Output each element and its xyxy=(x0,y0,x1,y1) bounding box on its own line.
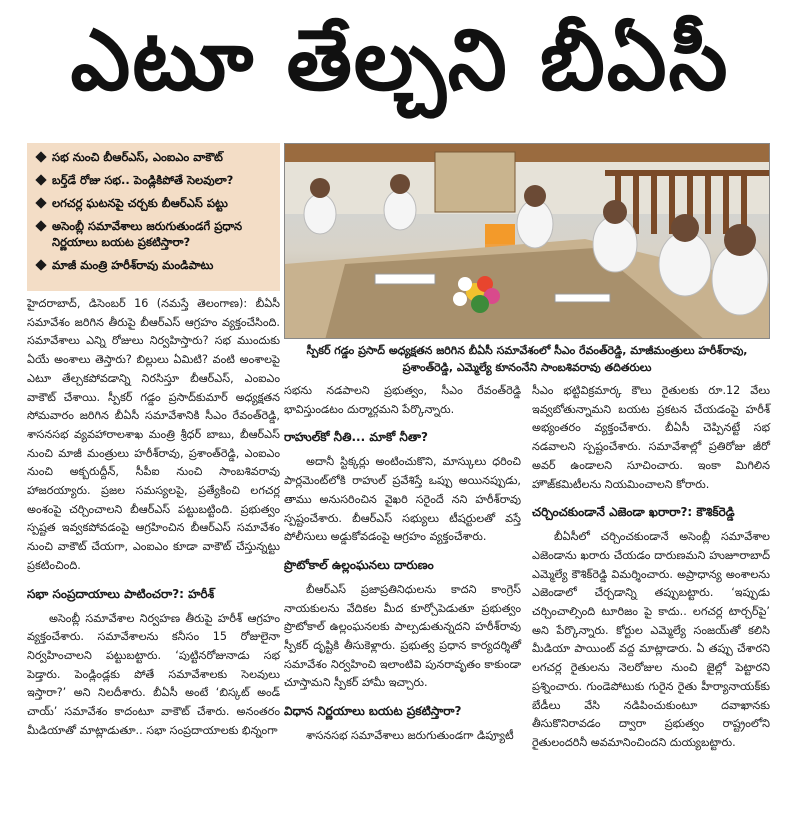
section-subheading: రాహుల్‌కో నీతి... మాకో నీతా? xyxy=(284,430,428,445)
highlights-box xyxy=(27,143,280,291)
highlight-item xyxy=(37,172,274,188)
highlight-text: మాజీ మంత్రి హరీశ్‌రావు మండిపాటు xyxy=(52,258,214,272)
bullet-icon xyxy=(35,151,46,162)
section-subheading: సభా సంప్రదాయాలు పాటించరా?: హరీశ్ xyxy=(27,586,215,601)
article-paragraph: సీఎం భట్టివిక్రమార్క కౌలు రైతులకు రూ.12 వేలు ఇవ్వబోతున్నామని బయట ప్రకటన చేయడంపై హరీశ్ అభ్యంతరం వ్యక్తంచేశారు. బీఏసీ చెప్పినట్టే సభ నడవాలని స్పష్టంచేశారు. సమావేశాల్లో ప్రతిరోజు జీరో అవర్ ఉండాలని సూచించారు. ఇంకా మిగిలిన హౌజ్‌కమిటీలను నియమించాలని కోరారు. xyxy=(532,384,770,491)
meeting-photo xyxy=(284,143,770,339)
bullet-icon xyxy=(35,197,46,208)
highlight-text: అసెంబ్లీ సమావేశాలు జరుగుతుండగే ప్రధాన నిర్ణయాలు బయట ప్రకటిస్తారా? xyxy=(52,219,243,249)
highlight-text: సభ నుంచి బీఆర్‌ఎస్, ఎంఐఎం వాకౌట్ xyxy=(52,150,223,164)
highlight-item xyxy=(37,218,274,250)
headline: ఎటూ తేల్చని బీఏసీ xyxy=(70,10,730,109)
highlight-text: లగచర్ల ఘటనపై చర్చకు బీఆర్‌ఎస్ పట్టు xyxy=(52,196,228,210)
article-paragraph: బీఏసీలో చర్చించకుండానే అసెంబ్లీ సమావేశాల ఎజెండాను ఖరారు చేయడం దారుణమని హుజూరాబాద్ ఎమ్మెల్యే కౌశిక్‌రెడ్డి విమర్శించారు. అప్రాధాన్య అంశాలను ఎజెండాలో చేర్చడాన్ని తప్పుబట్టారు. ‘ఇప్పుడు చర్చించాల్సింది టూరిజం పై కాదు.. లగచర్ల టార్చర్‌పై’ అని పేర్కొన్నారు. కోర్టుల ఎమ్మెల్యే సంజయ్‌తో కలిసి మీడియా పాయింట్ వద్ద మాట్లాడారు. ఏ తప్పు చేశారని లగచర్ల రైతులను నెలరోజుల నుంచి జైల్లో పెట్టారని ప్రశ్నించారు. గుండెపోటుకు గురైన రైతు హీర్యానాయక్‌కు బేడీలు వేసి నడిపించుకుంటూ దవాఖానకు తీసుకొనిరావడం ద్వారా ప్రభుత్వం రాష్ట్రంలోని రైతులందరినీ అవమానించిందని దుయ్యబట్టారు. xyxy=(532,530,770,749)
bullet-icon xyxy=(35,220,46,231)
article-paragraph: బీఆర్‌ఎస్ ప్రజాప్రతినిధులను కాదని కాంగ్రెస్ నాయకులను వేదికల మీద కూర్చోపెడుతూ ప్రభుత్వం ప్రొటోకాల్ ఉల్లంఘనలకు పాల్పడుతున్నదని హరీశ్‌రావు స్పీకర్ దృష్టికి తీసుకెళ్లారు. ప్రభుత్వ ప్రధాన కార్యదర్శితో సమావేశం నిర్వహించి ఇలాంటివి పునరావృతం కాకుండా చూస్తామని స్పీకర్ హామీ ఇచ్చారు. xyxy=(284,582,521,690)
article-column-1 xyxy=(27,295,280,740)
highlight-item xyxy=(37,149,274,165)
highlight-item xyxy=(37,257,274,273)
bullet-icon xyxy=(35,259,46,270)
article-lead-paragraph: హైదరాబాద్, డిసెంబర్ 16 (నమస్తే తెలంగాణ): బీఏసీ సమావేశం జరిగిన తీరుపై బీఆర్‌ఎస్ ఆగ్రహం వ్యక్తంచేసింది. సమావేశాలు ఎన్ని రోజులు నిర్వహిస్తారు? సభ ముందుకు ఏయే అంశాలు తెస్తారు? బిల్లులు ఏమిటి? వంటి అంశాలపై ఎటూ తేల్చకపోవడాన్ని నిరసిస్తూ బీఆర్‌ఎస్, ఎంఐఎం వాకౌట్ చేశాయి. స్పీకర్ గడ్డం ప్రసాద్‌కుమార్ అధ్యక్షతన సోమవారం జరిగిన బీఏసీ సమావేశానికి సీఎం రేవంత్‌రెడ్డి, శాసనసభ వ్యవహారాలశాఖ మంత్రి శ్రీధర్ బాబు, బీఆర్‌ఎస్ నుంచి మాజీ మంత్రులు హరీశ్‌రావు, ప్రశాంత్‌రెడ్డి, ఎంఐఎం నుంచి అక్బరుద్దీన్, సీపీఐ నుంచి సాంబశివరావు హాజరయ్యారు. ప్రజల సమస్యలపై, ప్రత్యేకించి లగచర్ల అంశంపై చర్చించాలని బీఆర్‌ఎస్ పట్టుబట్టింది. ప్రభుత్వం స్పష్టత ఇవ్వకపోవడంపై ఆగ్రహించిన బీఆర్‌ఎస్ సమావేశం నుంచి వాకౌట్ చేయగా, ఎంఐఎం కూడా వాకౌట్ చేస్తున్నట్టు ప్రకటించింది. xyxy=(27,297,280,572)
photo-caption: స్పీకర్ గడ్డం ప్రసాద్ అధ్యక్షతన జరిగిన బీఏసీ సమావేశంలో సీఎం రేవంత్‌రెడ్డి, మాజీమంత్రులు హరీశ్‌రావు, ప్రశాంత్‌రెడ్డి, ఎమ్మెల్యే కూనంనేని సాంబశివరావు తదితరులు xyxy=(306,344,748,374)
meeting-photo-illustration xyxy=(285,144,770,339)
article-paragraph: అదానీ స్టిక్కర్లు అంటించుకొని, మాస్కులు ధరించి పార్లమెంట్‌లోకి రాహుల్ ప్రవేశిస్తే ఒప్పు అయినప్పుడు, తాము అనుసరించిన వైఖరి సరైందే నని హరీశ్‌రావు స్పష్టంచేశారు. బీఆర్‌ఎస్ సభ్యులు టీషర్టులతో వస్తే పోలీసులు అడ్డుకోవడంపై ఆగ్రహం వ్యక్తంచేశారు. xyxy=(284,455,521,544)
highlight-text: బర్త్‌డే రోజు సభ.. పెండ్లికిపోతే సెలవులా? xyxy=(52,173,234,187)
article-column-2 xyxy=(284,382,521,746)
section-subheading: విధాన నిర్ణయాలు బయట ప్రకటిస్తారా? xyxy=(284,704,462,719)
article-paragraph: శాసనసభ సమావేశాలు జరుగుతుండగా డిప్యూటీ xyxy=(306,729,514,743)
bullet-icon xyxy=(35,174,46,185)
article-paragraph: సభను నడపాలని ప్రభుత్వం, సీఎం రేవంత్‌రెడ్డి భావిస్తుండటం దుర్మార్గమని పేర్కొన్నారు. xyxy=(284,384,521,416)
article-paragraph: అసెంబ్లీ సమావేశాల నిర్వహణ తీరుపై హరీశ్ ఆగ్రహం వ్యక్తంచేశారు. సమావేశాలను కనీసం 15 రోజులైనా నిర్వహించాలని పట్టుబట్టారు. ‘పుట్టినరోజునాడు సభ పెడ్తారు. పెండ్లిండ్లకు పోతే సమావేశాలకు సెలవులు ఇస్తారా?’ అని నిలదీశారు. బీఏసీ అంటే ‘బిస్కట్ అండ్ చాయ్’ సమావేశం కాదంటూ వాకౌట్ చేశారు. అనంతరం మీడియాతో మాట్లాడుతూ.. సభా సంప్రదాయాలకు భిన్నంగా xyxy=(27,611,280,737)
highlight-item xyxy=(37,195,274,211)
article-column-3 xyxy=(532,382,770,753)
section-subheading: ప్రొటోకాల్ ఉల్లంఘనలు దారుణం xyxy=(284,557,434,572)
section-subheading: చర్చించకుండానే ఎజెండా ఖరారా?: కౌశిక్‌రెడ్డి xyxy=(532,505,735,520)
